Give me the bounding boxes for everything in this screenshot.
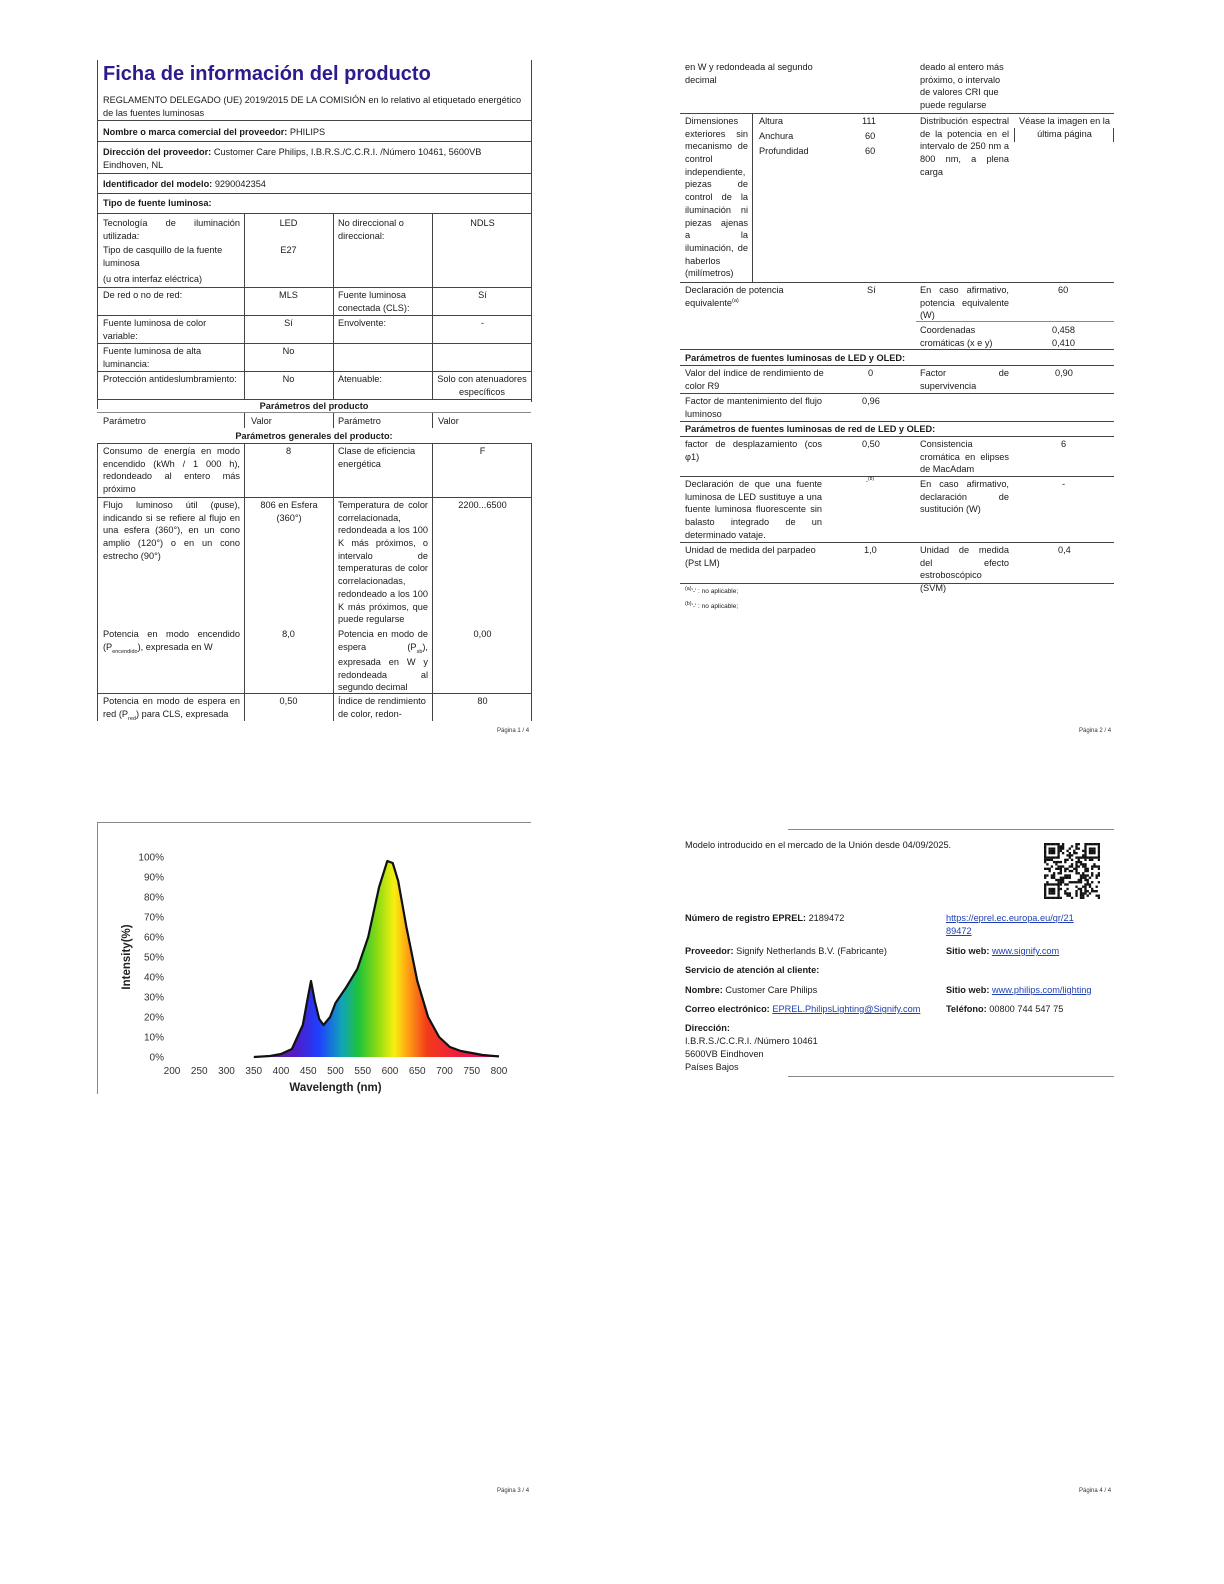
y-tick-label: 30% <box>143 992 164 1004</box>
cap-label: Tipo de casquillo de la fuente luminosa <box>103 245 223 268</box>
col-value-2: Valor <box>438 416 459 426</box>
web2-link[interactable]: www.philips.com/lighting <box>991 985 1092 995</box>
hl-value: No <box>282 346 295 356</box>
y-tick-label: 10% <box>143 1032 164 1044</box>
x-tick-label: 650 <box>408 1066 426 1077</box>
note-b-text: '-' : no aplicable; <box>691 603 739 611</box>
flicker-label: Unidad de medida del parpadeo (Pst LM) <box>685 545 816 568</box>
model-label: Identificador del modelo: <box>103 179 213 189</box>
y-tick-label: 70% <box>143 912 164 924</box>
r9-label: Valor del índice de rendimiento de color R9 <box>685 368 824 391</box>
phone-label: Teléfono: <box>946 1004 987 1014</box>
service-label: Servicio de atención al cliente: <box>685 965 820 975</box>
fluor-yes-value: - <box>1062 479 1066 489</box>
web2-line <box>946 984 1092 997</box>
x-tick-label: 500 <box>327 1066 344 1077</box>
y-tick-label: 80% <box>143 892 164 904</box>
cct-label: Temperatura de color correlacionada, redondeada a los 100 K más próximos, o intervalo de temperaturas de color correlacionadas, redondeado a los 100 K más próximos, que puede regularse <box>338 500 428 625</box>
disp-value: 0,50 <box>862 439 880 449</box>
cri-value: 80 <box>477 696 488 706</box>
fluor-yes-label: En caso afirmativo, declaración de sustitución (W) <box>920 479 1009 515</box>
x-tick-label: 750 <box>463 1066 481 1077</box>
equiv-sup: (a) <box>732 297 739 304</box>
led-header: Parámetros de fuentes luminosas de LED y OLED: <box>685 353 906 363</box>
flux-label: Flujo luminoso útil (φuse), indicando si se refiere al flujo en una esfera (360°), en un cono amplio (120°) o en un cono estrecho (90°) <box>103 500 240 561</box>
class-value: F <box>479 446 486 456</box>
dims-label: Dimensiones exteriores sin mecanismo de control independiente, piezas de control de la iluminación ni piezas ajenas a la iluminación, de haberlos (milímetros) <box>685 116 748 279</box>
pon-label-a: Potencia en modo encendido (P <box>103 629 240 652</box>
source-type-label: Tipo de fuente luminosa: <box>103 198 212 208</box>
dim-label: Atenuable: <box>338 374 382 384</box>
x-tick-label: 800 <box>490 1066 508 1077</box>
page-number-3: Página 3 / 4 <box>497 1488 530 1494</box>
name-value: Customer Care Philips <box>725 985 818 995</box>
supplier-value-p4: Signify Netherlands B.V. (Fabricante) <box>736 946 887 956</box>
regulation-text: REGLAMENTO DELEGADO (UE) 2019/2015 DE LA COMISIÓN en lo relativo al etiquetado energético de las fuentes luminosas <box>103 95 522 118</box>
x-tick-label: 300 <box>218 1066 235 1077</box>
col-param-2: Parámetro <box>338 416 381 426</box>
supplier-label-p4: Proveedor: <box>685 946 734 956</box>
strobe-label: Unidad de medida del efecto estroboscópico (SVM) <box>920 545 1009 594</box>
qr-code-icon <box>1044 843 1100 899</box>
spd-label: Distribución espectral de la potencia en el intervalo de 250 nm a 800 nm, a plena carga <box>920 116 1009 177</box>
glare-label: Protección antideslumbramiento: <box>103 374 237 384</box>
supplier-label: Nombre o marca comercial del proveedor: <box>103 127 288 137</box>
pnet-sub: red <box>128 715 136 722</box>
disp-label: factor de desplazamiento (cos φ1) <box>685 439 822 462</box>
r9-value: 0 <box>868 368 874 378</box>
glare-value: No <box>282 374 295 384</box>
col-value-1: Valor <box>251 416 272 426</box>
coord-y: 0,410 <box>1052 338 1075 348</box>
surv-value: 0,90 <box>1055 368 1073 378</box>
width-value: 60 <box>865 131 876 141</box>
env-value: - <box>480 318 485 328</box>
tech-label: Tecnología de iluminación utilizada: <box>103 218 240 241</box>
note-b <box>685 601 738 612</box>
intro-text: Modelo introducido en el mercado de la Unión desde 04/09/2025. <box>685 840 952 850</box>
page-number-2: Página 2 / 4 <box>1079 728 1112 734</box>
note-a-sup: (a) <box>685 586 692 592</box>
maint-label: Factor de mantenimiento del flujo luminoso <box>685 396 822 419</box>
pon-label <box>103 628 240 656</box>
web1-label: Sitio web: <box>946 946 990 956</box>
note-a <box>685 586 738 597</box>
y-tick-label: 100% <box>138 852 164 864</box>
page-number-4: Página 4 / 4 <box>1079 1488 1112 1494</box>
email-line <box>685 1003 920 1016</box>
color-value: Sí <box>284 318 293 328</box>
x-tick-label: 400 <box>272 1066 290 1077</box>
web1-line <box>946 945 1059 958</box>
x-tick-label: 250 <box>190 1066 208 1077</box>
psb-label-a: Potencia en modo de espera (P <box>338 629 428 652</box>
flux-value: 806 en Esfera (360°) <box>260 500 318 523</box>
eprel-link[interactable] <box>946 912 1074 937</box>
eprel-link-line1[interactable]: https://eprel.ec.europa.eu/qr/21 <box>946 913 1074 923</box>
dir-value: NDLS <box>470 218 495 228</box>
y-tick-label: 90% <box>143 872 164 884</box>
mains-value: MLS <box>279 290 298 300</box>
address-line <box>103 146 528 171</box>
web1-link[interactable]: www.signify.com <box>991 946 1060 956</box>
cont-left: en W y redondeada al segundo decimal <box>685 62 813 85</box>
pnet-value: 0,50 <box>279 696 298 706</box>
y-tick-label: 50% <box>143 952 164 964</box>
address-label: Dirección del proveedor: <box>103 147 212 157</box>
dim-value: Solo con atenuadores específicos <box>437 374 527 397</box>
name-label: Nombre: <box>685 985 723 995</box>
color-label: Fuente luminosa de color variable: <box>103 318 207 341</box>
width-label: Anchura <box>759 131 794 141</box>
y-tick-label: 20% <box>143 1012 164 1024</box>
energy-value: 8 <box>285 446 292 456</box>
tech-value: LED <box>279 218 298 228</box>
cont-right: deado al entero más próximo, o intervalo de valores CRI que puede regularse <box>920 62 1004 111</box>
name-line <box>685 984 817 997</box>
psb-label <box>338 628 428 694</box>
psb-sub: sb <box>416 648 423 655</box>
eprel-link-line2[interactable]: 89472 <box>946 925 972 936</box>
equiv-yes-label: En caso afirmativo, potencia equivalente (W) <box>920 285 1009 321</box>
page-number-1: Página 1 / 4 <box>497 728 530 734</box>
equiv-yes-value: 60 <box>1058 285 1069 295</box>
class-label: Clase de eficiencia energética <box>338 446 416 469</box>
x-tick-label: 200 <box>163 1066 181 1077</box>
address-value: Customer Care Philips, I.B.R.S./C.C.R.I. /Número 10461, 5600VB Eindhoven, NL <box>103 147 482 170</box>
address-line-3: Países Bajos <box>685 1062 739 1072</box>
height-value: 111 <box>862 116 876 126</box>
model-line <box>103 178 528 191</box>
supplier-line <box>103 126 528 139</box>
col-param-1: Parámetro <box>103 416 146 426</box>
cap-value: E27 <box>280 245 297 255</box>
cri-label: Índice de rendimiento de color, redon- <box>338 696 426 719</box>
x-tick-label: 450 <box>299 1066 317 1077</box>
fluor-value-text: - <box>866 479 868 485</box>
height-label: Altura <box>759 116 784 126</box>
address-line-1: I.B.R.S./C.C.R.I. /Número 10461 <box>685 1036 818 1046</box>
x-axis-label: Wavelength (nm) <box>289 1082 382 1094</box>
flicker-value: 1,0 <box>864 545 877 555</box>
model-value: 9290042354 <box>214 179 266 189</box>
x-tick-label: 550 <box>354 1066 372 1077</box>
pnet-label-b: ) para CLS, expresada <box>135 708 229 719</box>
eprel-value: 2189472 <box>808 913 845 923</box>
address-line-2: 5600VB Eindhoven <box>685 1049 764 1059</box>
pnet-label <box>103 695 240 723</box>
eprel-label: Número de registro EPREL: <box>685 913 806 923</box>
supplier-line-p4 <box>685 945 887 958</box>
cls-label: Fuente luminosa conectada (CLS): <box>338 290 410 313</box>
page-title: Ficha de información del producto <box>103 63 431 85</box>
fluor-label: Declaración de que una fuente luminosa de LED sustituye a una fuente luminosa fluorescente sin balasto integrado de un determinado vataje. <box>685 479 822 540</box>
y-axis-label: Intensity(%) <box>121 924 133 990</box>
eprel-line <box>685 912 844 925</box>
pon-sub: encendido <box>112 648 138 655</box>
strobe-value: 0,4 <box>1058 545 1071 555</box>
pon-label-b: ), expresada en W <box>137 641 213 652</box>
hl-label: Fuente luminosa de alta luminancia: <box>103 346 202 369</box>
maint-value: 0,96 <box>862 396 880 406</box>
coord-x: 0,458 <box>1052 325 1075 335</box>
cls-value: Sí <box>478 290 487 300</box>
macadam-label: Consistencia cromática en elipses de MacAdam <box>920 439 1009 475</box>
supplier-value: PHILIPS <box>289 127 326 137</box>
y-tick-label: 0% <box>149 1052 164 1064</box>
web2-label: Sitio web: <box>946 985 990 995</box>
y-tick-label: 40% <box>143 972 164 984</box>
psb-label-b: ), expresada en W y redondeada al segundo decimal <box>338 641 428 693</box>
mains-header: Parámetros de fuentes luminosas de red de LED y OLED: <box>685 424 936 434</box>
address-label-p4: Dirección: <box>685 1023 730 1033</box>
phone-line <box>946 1003 1063 1016</box>
depth-value: 60 <box>865 146 876 156</box>
spd-value: Véase la imagen en la última página <box>1019 116 1110 139</box>
pnet-label-a: Potencia en modo de espera en red (P <box>103 696 240 719</box>
depth-label: Profundidad <box>759 146 809 156</box>
phone-value: 00800 744 547 75 <box>989 1004 1064 1014</box>
x-tick-label: 350 <box>245 1066 263 1077</box>
dir-label: No direccional o direccional: <box>338 218 404 241</box>
pon-value: 8,0 <box>282 629 295 639</box>
x-tick-label: 600 <box>381 1066 399 1077</box>
cct-value: 2200...6500 <box>458 500 507 510</box>
note-a-text: '-' : no aplicable; <box>691 588 739 596</box>
fluor-value <box>866 476 874 486</box>
surv-label: Factor de supervivencia <box>920 368 1009 391</box>
x-tick-label: 700 <box>436 1066 453 1077</box>
equiv-label-text: Declaración de potencia equivalente <box>685 285 784 308</box>
general-header: Parámetros generales del producto: <box>235 431 393 441</box>
note-b-sup: (b) <box>685 601 692 607</box>
equiv-label <box>685 284 825 309</box>
fluor-sup: (b) <box>868 476 875 482</box>
cap-note: (u otra interfaz eléctrica) <box>103 274 203 284</box>
y-tick-label: 60% <box>143 932 164 944</box>
macadam-value: 6 <box>1061 439 1067 449</box>
psb-value: 0,00 <box>473 629 492 639</box>
equiv-value: Sí <box>867 285 876 295</box>
env-label: Envolvente: <box>338 318 387 328</box>
email-link[interactable]: EPREL.PhilipsLighting@Signify.com <box>772 1004 921 1014</box>
coords-label: Coordenadas cromáticas (x e y) <box>920 325 993 348</box>
spectrum-chart <box>100 840 520 1100</box>
params-header: Parámetros del producto <box>259 401 369 411</box>
energy-label: Consumo de energía en modo encendido (kWh / 1 000 h), redondeado al entero más próximo <box>103 446 240 495</box>
mains-label: De red o no de red: <box>103 290 183 300</box>
email-label: Correo electrónico: <box>685 1004 770 1014</box>
